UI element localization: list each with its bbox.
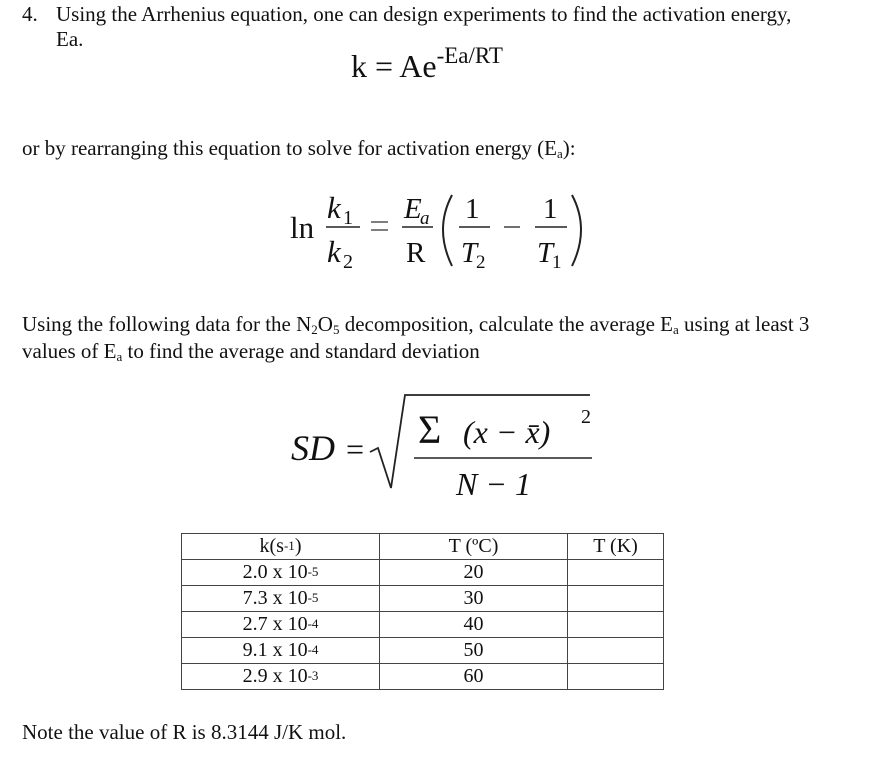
sd-denominator: N − 1 <box>456 466 531 502</box>
tk-cell[interactable] <box>568 638 664 664</box>
arrhenius-lhs: k = Ae <box>351 48 437 84</box>
t1-text: T <box>537 237 554 269</box>
instructions-paragraph <box>22 312 862 366</box>
k-exponent: -5 <box>307 564 319 579</box>
header-k-exp: -1 <box>283 538 295 553</box>
k-cell <box>182 612 380 638</box>
k-mantissa: 9.1 x 10 <box>242 639 308 661</box>
intro-subscript: a <box>556 146 563 161</box>
k-exponent: -5 <box>307 590 319 605</box>
intro-text: or by rearranging this equation to solve for activation energy (E <box>22 136 557 160</box>
k2-sub: 2 <box>343 251 353 273</box>
k-cell <box>182 638 380 664</box>
instr-sub: 2 <box>311 322 318 337</box>
k-cell <box>182 560 380 586</box>
tc-cell: 40 <box>380 612 568 638</box>
ea-sub: a <box>420 208 430 229</box>
k1-sub: 1 <box>343 207 353 229</box>
k-mantissa: 2.9 x 10 <box>242 665 308 687</box>
k2-text: k <box>327 234 341 269</box>
sd-numerator: (x − x̄) <box>463 414 551 450</box>
left-paren <box>443 195 452 266</box>
table-row <box>182 612 664 638</box>
sd-equals: = <box>346 431 365 467</box>
tk-cell[interactable] <box>568 612 664 638</box>
question-number: 4. <box>22 2 38 26</box>
arrhenius-exponent: -Ea/RT <box>436 43 503 68</box>
sd-power: 2 <box>581 406 591 428</box>
one-a: 1 <box>465 193 480 225</box>
tk-cell[interactable] <box>568 586 664 612</box>
k-cell <box>182 664 380 690</box>
instr-part: O <box>317 312 333 336</box>
one-b: 1 <box>543 193 558 225</box>
t2-text: T <box>461 237 478 269</box>
header-k-close: ) <box>294 535 302 557</box>
instr-part: using at least 3 values of E <box>22 312 810 363</box>
t2-sub: 2 <box>476 252 486 273</box>
t1-sub: 1 <box>552 252 562 273</box>
r-text: R <box>406 237 426 269</box>
table-row <box>182 560 664 586</box>
header-k-base: k(s <box>259 535 284 557</box>
instr-sub: a <box>116 349 123 364</box>
instr-sub: 5 <box>332 322 340 337</box>
k-exponent: -3 <box>307 668 319 683</box>
table-row <box>182 638 664 664</box>
k-mantissa: 2.0 x 10 <box>242 561 308 583</box>
tk-cell[interactable] <box>568 664 664 690</box>
table-row <box>182 664 664 690</box>
tc-cell: 50 <box>380 638 568 664</box>
sd-formula <box>0 380 872 510</box>
note-text: Note the value of R is 8.3144 J/K mol. <box>22 720 347 744</box>
k-exponent: -4 <box>307 642 319 657</box>
tc-cell: 20 <box>380 560 568 586</box>
k1-text: k <box>327 190 341 225</box>
ea-text: E <box>404 193 422 225</box>
tc-cell: 60 <box>380 664 568 690</box>
instr-part: decomposition, calculate the average E <box>339 312 673 336</box>
instr-part: to find the average and standard deviation <box>122 339 480 363</box>
tc-cell: 30 <box>380 586 568 612</box>
question-text-line1: Using the Arrhenius equation, one can design experiments to find the activation energy, <box>56 2 792 26</box>
tk-cell[interactable] <box>568 560 664 586</box>
k-exponent: -4 <box>307 616 319 631</box>
instr-part: Using the following data for the N <box>22 312 312 336</box>
table-header-row <box>182 534 664 560</box>
rearranged-equation <box>0 0 872 300</box>
right-paren <box>572 195 581 266</box>
data-table <box>181 533 664 690</box>
header-tk: T (K) <box>568 534 664 560</box>
ln-text: ln <box>290 210 315 245</box>
k-cell <box>182 586 380 612</box>
instr-sub: a <box>672 322 679 337</box>
intro-text-end: ): <box>562 136 576 160</box>
sd-lhs: SD <box>291 428 335 468</box>
header-tc: T (ºC) <box>380 534 568 560</box>
table-row <box>182 586 664 612</box>
k-mantissa: 2.7 x 10 <box>242 613 308 635</box>
sum-symbol: Σ <box>418 407 442 452</box>
question-text-line2: Ea. <box>56 27 84 51</box>
k-mantissa: 7.3 x 10 <box>242 587 308 609</box>
header-k <box>182 534 380 560</box>
